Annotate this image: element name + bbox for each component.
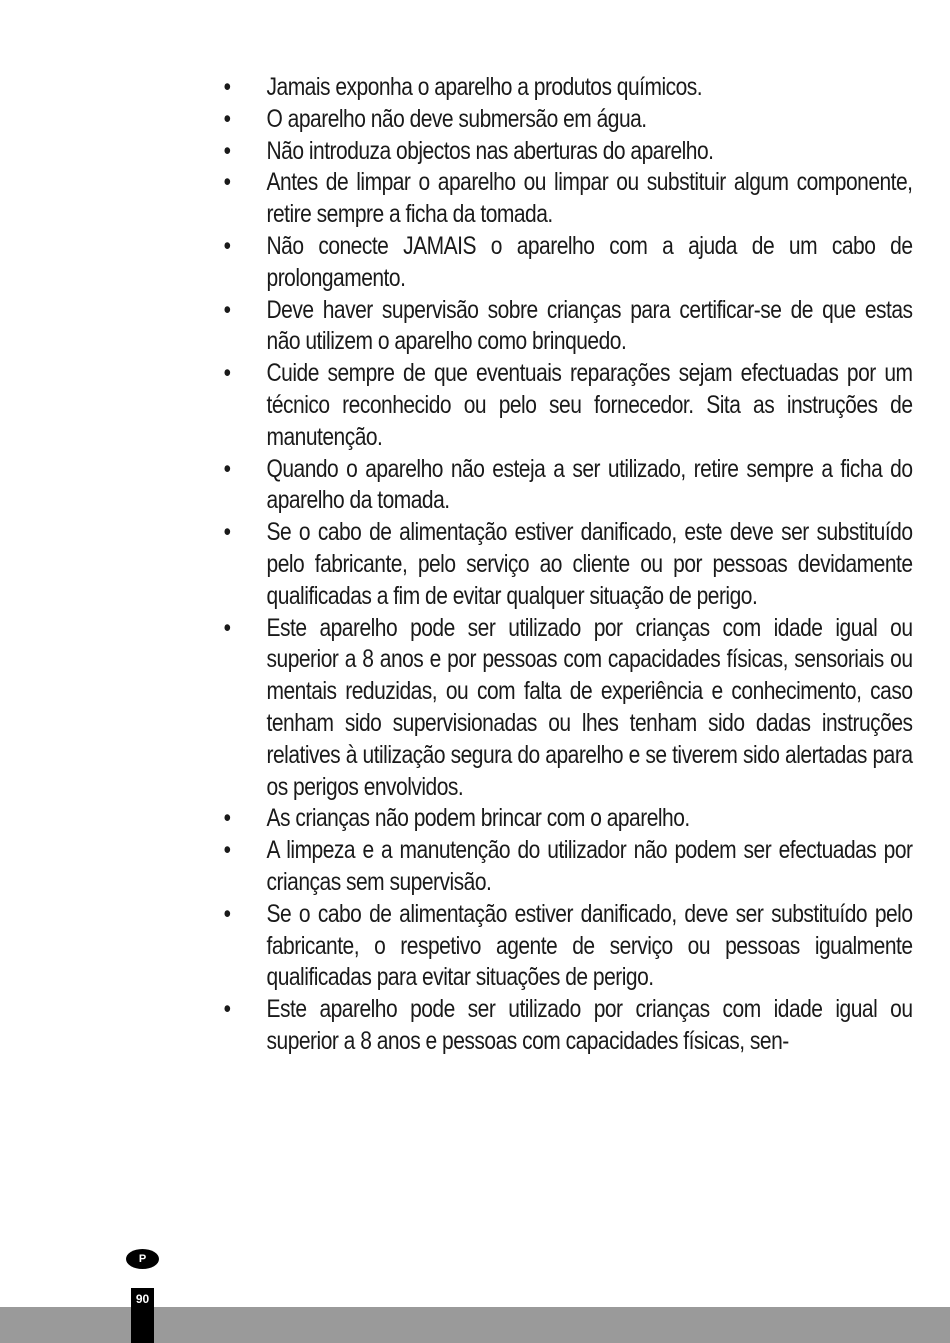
list-item bbox=[222, 295, 913, 359]
bullet-icon: • bbox=[223, 804, 231, 833]
list-item bbox=[222, 136, 913, 168]
list-item-text: Não introduza objectos nas aberturas do aparelho. bbox=[266, 136, 714, 165]
document-body bbox=[222, 72, 913, 1058]
bullet-icon: • bbox=[223, 899, 231, 928]
list-item-text: As crianças não podem brincar com o aparelho. bbox=[266, 804, 690, 833]
list-item bbox=[222, 835, 913, 899]
bullet-icon: • bbox=[223, 73, 231, 101]
list-item-text: Este aparelho pode ser utilizado por crianças com idade igual ou superior a 8 anos e por pessoas com capacidades físicas, sensoriais ou mentais reduzidas, ou com falta de experiência e conhecimento, caso tenham sido supervisionadas ou lhes tenham sido dadas instruções relatives à utilização segura do aparelho e se tiverem sido alertadas para os perigos envolvidos. bbox=[266, 613, 913, 801]
list-item-text: Antes de limpar o aparelho ou limpar ou substituir algum componente, retire sempre a ficha da tomada. bbox=[266, 168, 913, 229]
page-number: 90 bbox=[135, 1292, 150, 1306]
list-item bbox=[222, 803, 913, 835]
list-item bbox=[222, 994, 913, 1058]
list-item-text: Deve haver supervisão sobre crianças para certificar-se de que estas não utilizem o aparelho como brinquedo. bbox=[266, 295, 913, 356]
bullet-icon: • bbox=[223, 995, 231, 1024]
list-item-text: Cuide sempre de que eventuais reparações sejam efectuadas por um técnico reconhecido ou pelo seu fornecedor. Sita as instruções de manutenção. bbox=[266, 359, 913, 451]
list-item-text: Quando o aparelho não esteja a ser utilizado, retire sempre a ficha do aparelho da tomada. bbox=[266, 454, 913, 515]
list-item bbox=[222, 167, 913, 231]
list-item bbox=[222, 613, 913, 804]
list-item-text: A limpeza e a manutenção do utilizador não podem ser efectuadas por crianças sem supervisão. bbox=[266, 836, 913, 896]
list-item bbox=[222, 358, 913, 453]
list-item bbox=[222, 454, 913, 518]
bullet-icon: • bbox=[223, 454, 231, 483]
list-item bbox=[222, 72, 913, 104]
list-item bbox=[222, 899, 913, 994]
list-item bbox=[222, 104, 913, 136]
bullet-icon: • bbox=[223, 168, 231, 197]
list-item-text: Se o cabo de alimentação estiver danificado, deve ser substituído pelo fabricante, o respetivo agente de serviço ou pessoas igualmente qualificadas para evitar situações de perigo. bbox=[266, 899, 913, 992]
bullet-icon: • bbox=[223, 518, 231, 547]
language-badge: P bbox=[126, 1249, 159, 1269]
list-item-text: Se o cabo de alimentação estiver danificado, este deve ser substituído pelo fabricante, pelo serviço ao cliente ou por pessoas devidamente qualificadas a fim de evitar qualquer situação de perigo. bbox=[266, 518, 913, 610]
list-item-text: Não conecte JAMAIS o aparelho com a ajuda de um cabo de prolongamento. bbox=[266, 231, 913, 292]
list-item bbox=[222, 517, 913, 612]
list-item-text: Este aparelho pode ser utilizado por crianças com idade igual ou superior a 8 anos e pessoas com capacidades físicas, sen- bbox=[266, 995, 913, 1055]
bullet-icon: • bbox=[223, 613, 231, 642]
bullet-icon: • bbox=[223, 231, 231, 260]
bullet-icon: • bbox=[223, 136, 231, 165]
list-item bbox=[222, 231, 913, 295]
page-number-tab bbox=[131, 1288, 154, 1343]
bullet-icon: • bbox=[223, 836, 231, 865]
bullet-icon: • bbox=[223, 295, 231, 324]
list-item-text: Jamais exponha o aparelho a produtos químicos. bbox=[266, 73, 703, 101]
bullet-icon: • bbox=[223, 104, 231, 133]
bullet-icon: • bbox=[223, 359, 231, 388]
safety-instructions-list bbox=[222, 72, 913, 1058]
list-item-text: O aparelho não deve submersão em água. bbox=[266, 104, 647, 133]
